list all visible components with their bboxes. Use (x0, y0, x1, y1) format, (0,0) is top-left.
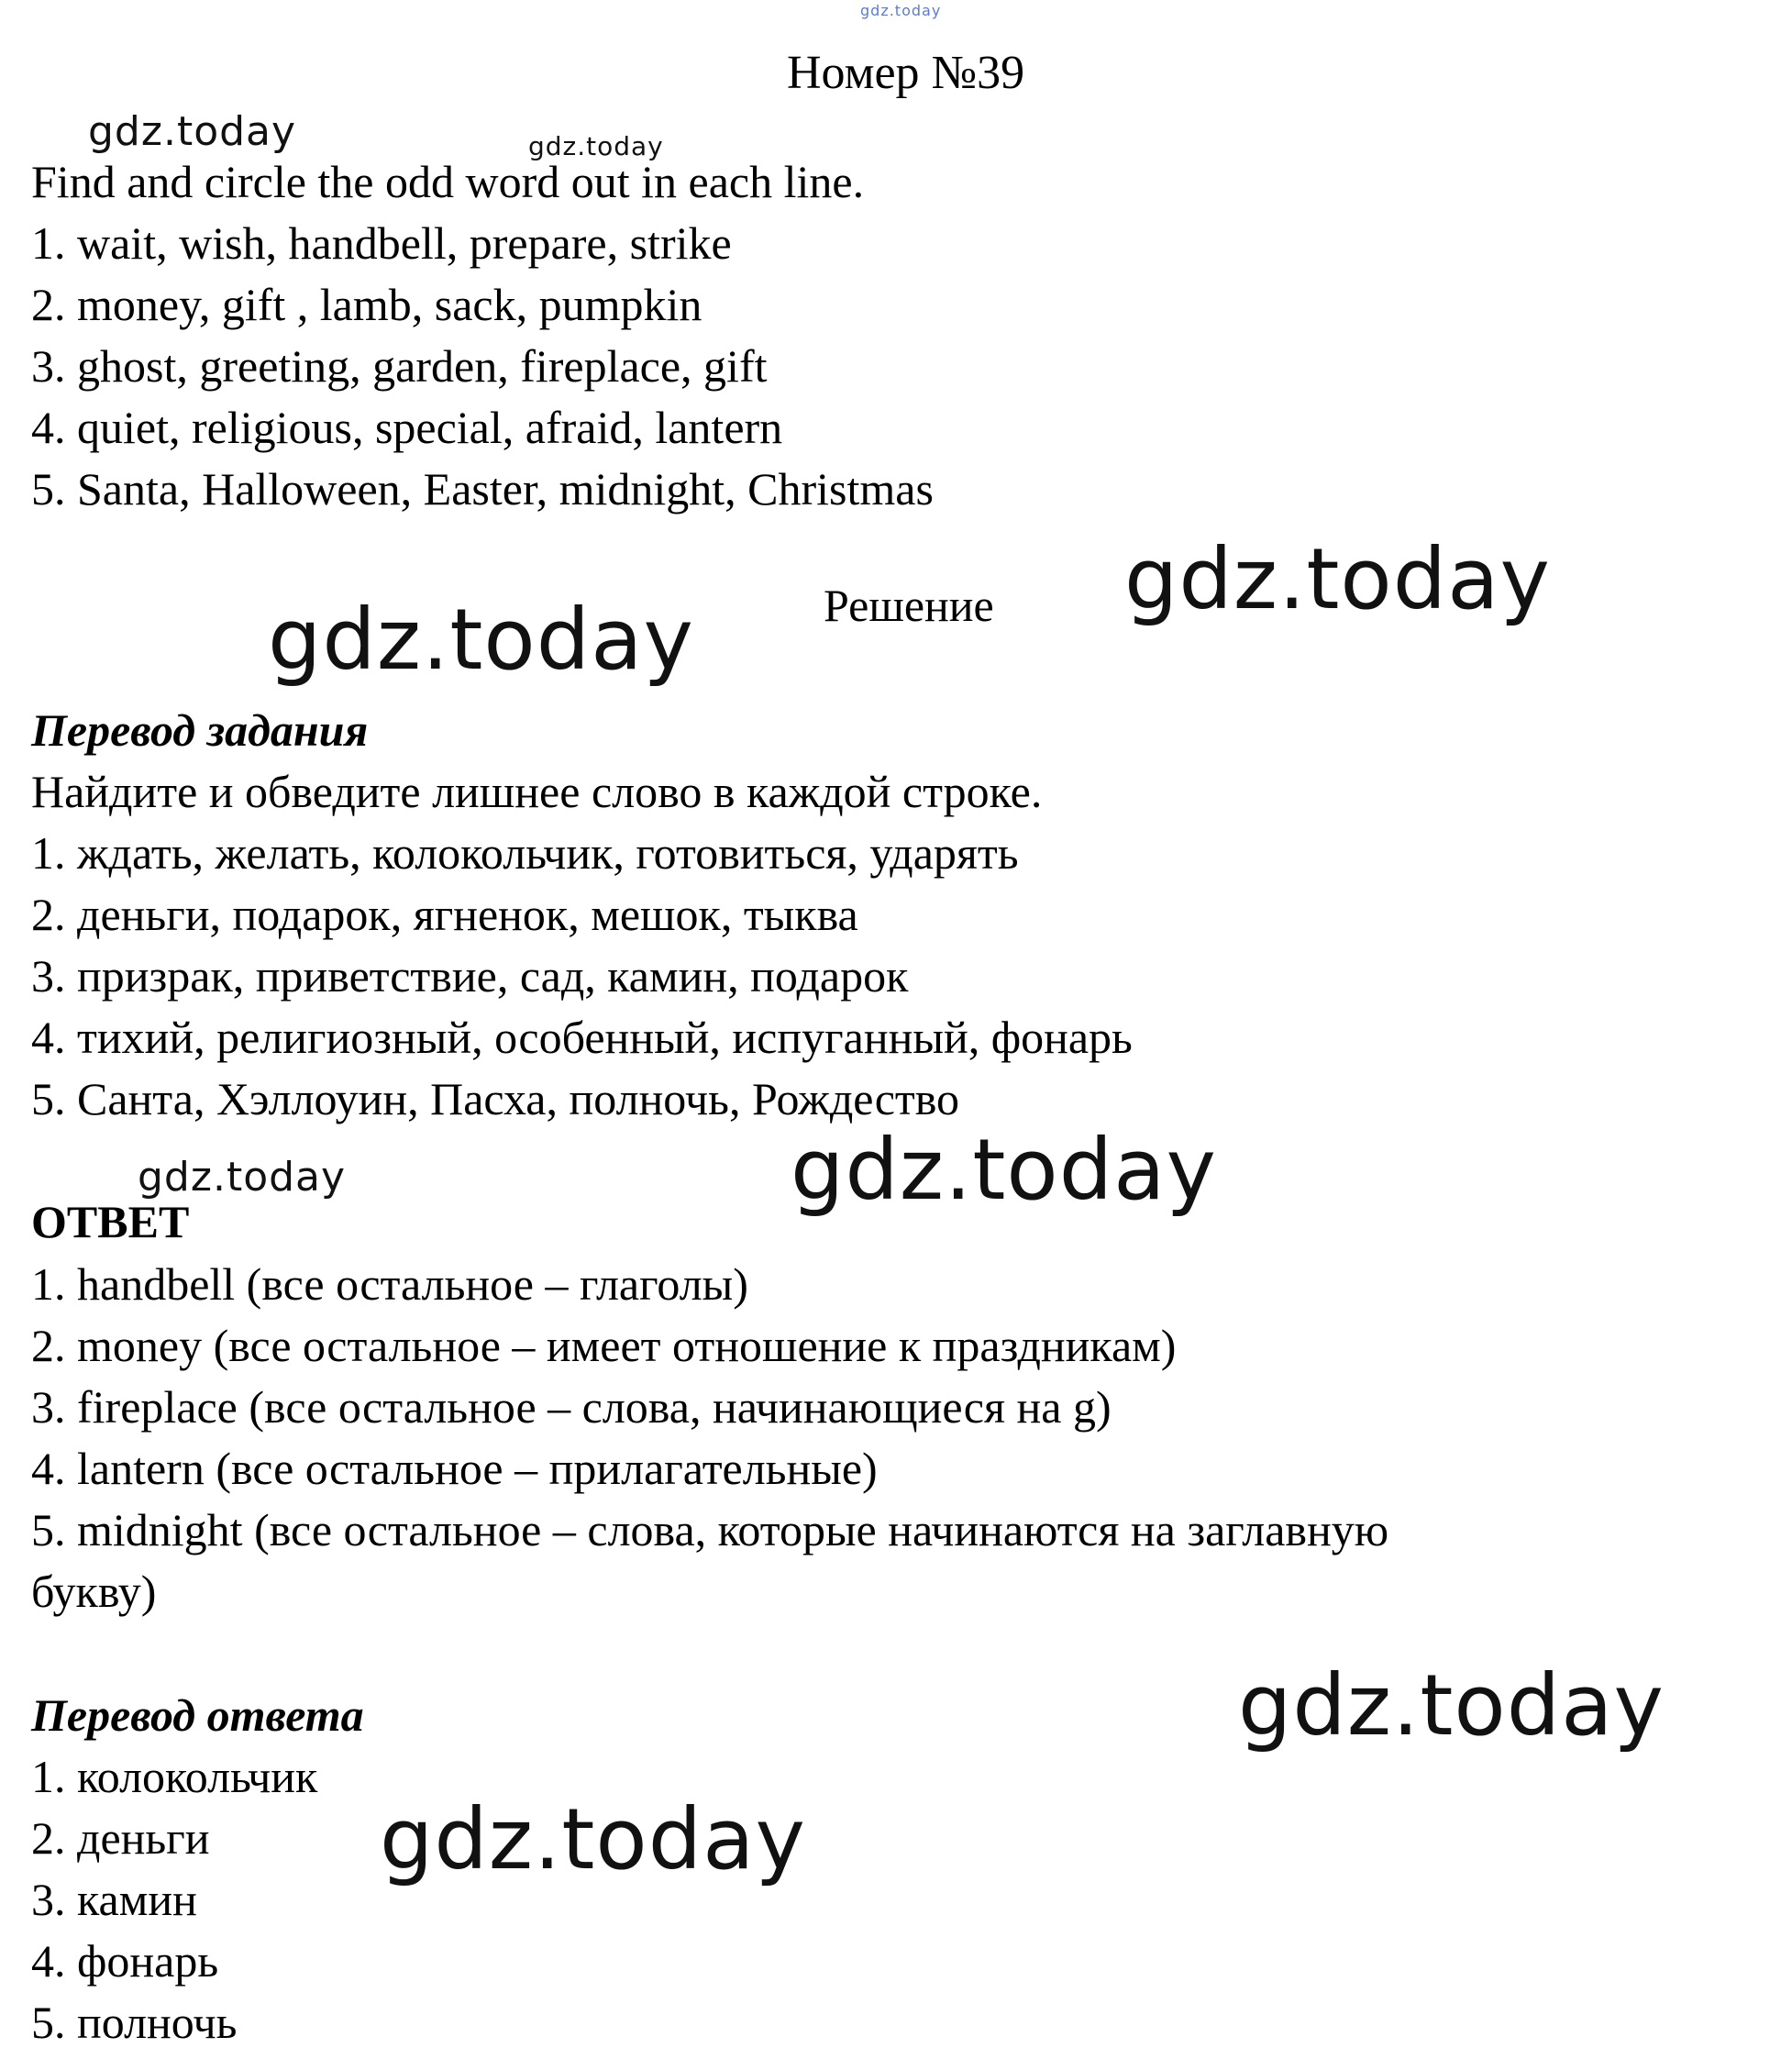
translation-task-line: 5. Санта, Хэллоуин, Пасха, полночь, Рождество (31, 1073, 960, 1124)
task-line: 4. quiet, religious, special, afraid, lantern (31, 402, 783, 453)
watermark: gdz.today (380, 1790, 806, 1888)
translation-answer-line: 3. камин (31, 1874, 197, 1925)
translation-answer-line: 2. деньги (31, 1812, 210, 1864)
translation-answer-line: 1. колокольчик (31, 1751, 318, 1802)
answer-heading: ОТВЕТ (31, 1196, 190, 1247)
watermark: gdz.today (860, 2, 942, 19)
watermark: gdz.today (791, 1121, 1217, 1219)
watermark: gdz.today (88, 108, 297, 155)
task-line: 1. wait, wish, handbell, prepare, strike (31, 217, 732, 269)
answer-line: 4. lantern (все остальное – прилагательные) (31, 1443, 878, 1494)
watermark: gdz.today (268, 591, 694, 689)
page-title: Номер №39 (787, 47, 1025, 99)
answer-line: 3. fireplace (все остальное – слова, начинающиеся на g) (31, 1381, 1112, 1433)
answer-line: 5. midnight (все остальное – слова, которые начинаются на заглавную (31, 1504, 1389, 1555)
translation-task-line: 4. тихий, религиозный, особенный, испуганный, фонарь (31, 1012, 1133, 1063)
watermark: gdz.today (138, 1154, 347, 1201)
task-line: 5. Santa, Halloween, Easter, midnight, Christmas (31, 463, 934, 515)
watermark: gdz.today (528, 131, 664, 161)
translation-task-line: 3. призрак, приветствие, сад, камин, подарок (31, 950, 909, 1002)
answer-line: букву) (31, 1566, 157, 1617)
translation-task-instruction: Найдите и обведите лишнее слово в каждой строке. (31, 766, 1043, 817)
task-line: 3. ghost, greeting, garden, fireplace, gift (31, 340, 768, 392)
translation-answer-heading: Перевод ответа (31, 1689, 364, 1741)
translation-task-line: 1. ждать, желать, колокольчик, готовиться, ударять (31, 827, 1019, 879)
task-instruction: Find and circle the odd word out in each line. (31, 156, 865, 207)
watermark: gdz.today (1238, 1656, 1665, 1755)
answer-line: 2. money (все остальное – имеет отношение к праздникам) (31, 1320, 1177, 1371)
solution-label: Решение (824, 580, 994, 631)
translation-task-line: 2. деньги, подарок, ягненок, мешок, тыква (31, 889, 858, 940)
task-line: 2. money, gift , lamb, sack, pumpkin (31, 279, 702, 330)
translation-task-heading: Перевод задания (31, 704, 369, 756)
watermark: gdz.today (1124, 530, 1551, 628)
answer-line: 1. handbell (все остальное – глаголы) (31, 1258, 748, 1310)
translation-answer-line: 5. полночь (31, 1997, 238, 2048)
translation-answer-line: 4. фонарь (31, 1935, 219, 1987)
